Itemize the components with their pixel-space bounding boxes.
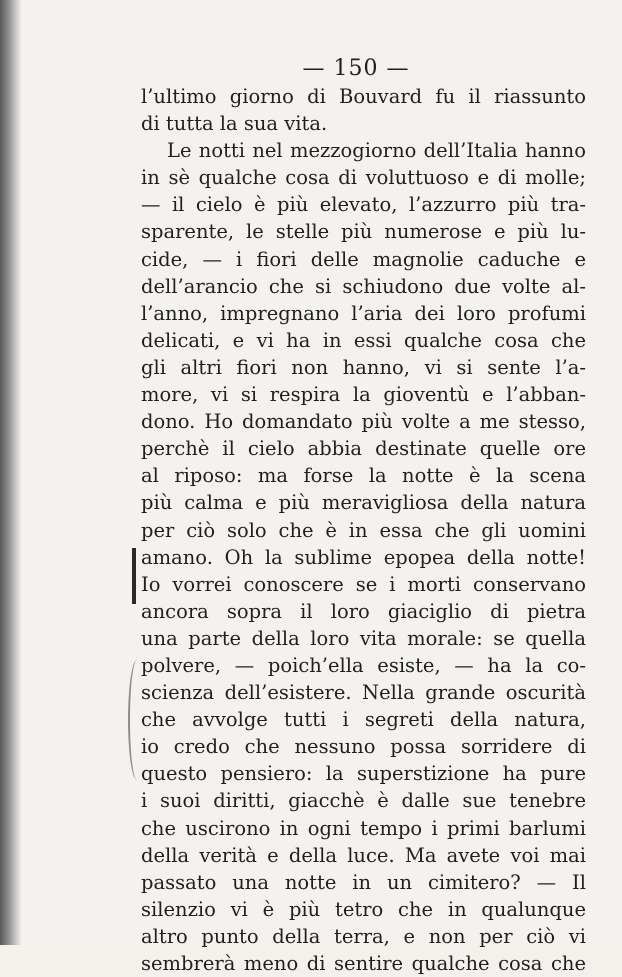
text-line: per ciò solo che è in essa che gli uomini — [141, 518, 586, 542]
text-line: Io vorrei conoscere se i morti conservano — [141, 572, 586, 596]
page-number: — 150 — — [302, 56, 410, 81]
text-line: passato una notte in un cimitero? — Il — [141, 870, 586, 894]
text-line: i suoi diritti, giacchè è dalle sue tenebre — [141, 789, 586, 813]
body-text — [141, 83, 586, 977]
text-line: perchè il cielo abbia destinate quelle ore — [141, 437, 586, 461]
binding-shadow — [0, 0, 22, 945]
text-line: al riposo: ma forse la notte è la scena — [141, 464, 586, 488]
pencil-bracket-mark — [128, 660, 146, 780]
text-line: gli altri fiori non hanno, vi si sente l’a- — [141, 355, 586, 379]
text-line: Le notti nel mezzogiorno dell’Italia hanno — [167, 139, 586, 163]
text-line: more, vi si respira la gioventù e l’abban- — [141, 383, 586, 407]
text-line: in sè qualche cosa di voluttuoso e di molle; — [141, 166, 586, 190]
text-line: l’anno, impregnano l’aria dei loro profumi — [141, 301, 586, 325]
text-line: dell’arancio che si schiudono due volte al- — [141, 274, 586, 298]
text-line: sparente, le stelle più numerose e più lu- — [141, 220, 586, 244]
text-line: l’ultimo giorno di Bouvard fu il riassunto — [141, 85, 586, 108]
text-line: che uscirono in ogni tempo i primi barlumi — [141, 816, 586, 840]
text-line: cide, — i fiori delle magnolie caduche e — [141, 247, 586, 271]
text-line: altro punto della terra, e non per ciò vi — [141, 924, 586, 948]
text-line: che avvolge tutti i segreti della natura, — [141, 708, 586, 732]
text-line: io credo che nessuno possa sorridere di — [141, 735, 586, 759]
text-line: sembrerà meno di sentire qualche cosa che — [141, 952, 586, 975]
text-line: di tutta la sua vita. — [141, 112, 328, 136]
text-line: silenzio vi è più tetro che in qualunque — [141, 897, 586, 921]
text-line: — il cielo è più elevato, l’azzurro più tra- — [141, 193, 586, 217]
text-line: più calma e più meravigliosa della natura — [141, 491, 586, 515]
text-line: una parte della loro vita morale: se quella — [141, 626, 586, 650]
text-line: amano. Oh la sublime epopea della notte! — [141, 545, 586, 569]
text-line: delicati, e vi ha in essi qualche cosa che — [141, 328, 586, 352]
text-line: ancora sopra il loro giaciglio di pietra — [141, 599, 586, 623]
text-line: della verità e della luce. Ma avete voi mai — [141, 843, 586, 867]
text-line: dono. Ho domandato più volte a me stesso, — [141, 410, 586, 434]
text-line: polvere, — poich’ella esiste, — ha la co- — [141, 653, 586, 677]
ink-margin-mark — [132, 548, 136, 604]
text-line: questo pensiero: la superstizione ha pure — [141, 762, 586, 786]
text-line: scienza dell’esistere. Nella grande oscurità — [141, 681, 586, 705]
